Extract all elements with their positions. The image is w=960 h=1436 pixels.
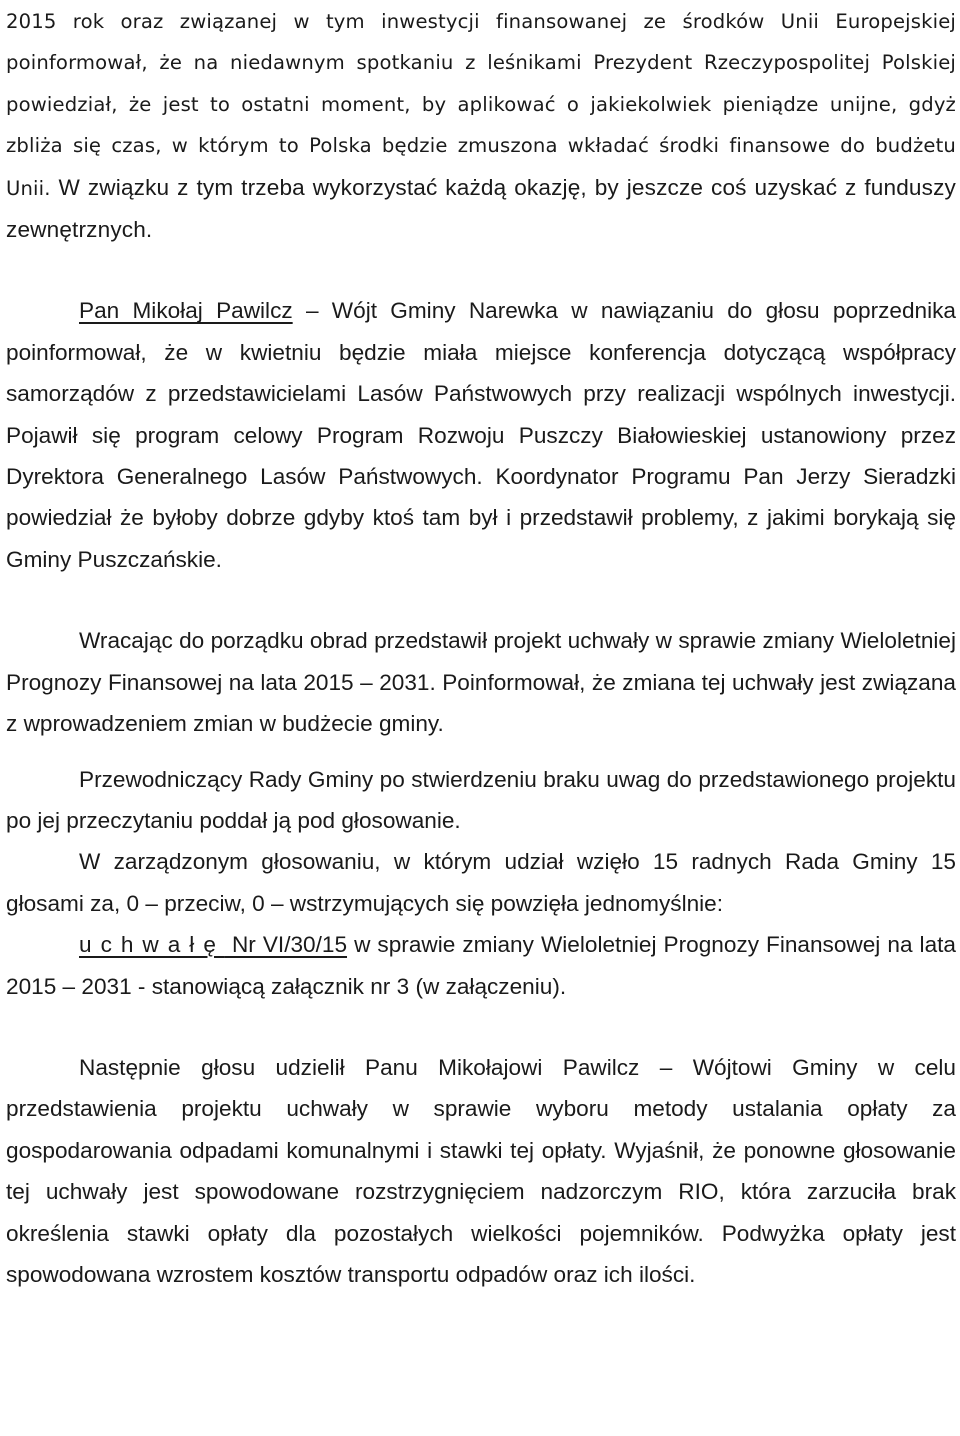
paragraph-eu-funds-conclusion: W związku z tym trzeba wykorzystać każdą okazję, by jeszcze coś uzyskać z funduszy zewnętrznych. bbox=[6, 174, 956, 243]
document-page bbox=[6, 0, 956, 1295]
paragraph-wpf-project: Wracając do porządku obrad przedstawił projekt uchwały w sprawie zmiany Wieloletniej Prognozy Finansowej na lata 2015 – 2031. Poinformował, że zmiana tej uchwały jest związana z wprowadzeniem zmian w budżecie gminy. bbox=[6, 628, 956, 737]
paragraph-wojt-conference-text: – Wójt Gminy Narewka w nawiązaniu do głosu poprzednika poinformował, że w kwietniu będzie miała miejsce konferencja dotyczącą współpracy samorządów z przedstawicielami Lasów Państwowych przy realizacji wspólnych inwestycji. Pojawił się program celowy Program Rozwoju Puszczy Białowieskiej ustanowiony przez Dyrektora Generalnego Lasów Państwowych. Koordynator Programu Pan Jerzy Sieradzki powiedział że byłoby dobrze gdyby ktoś tam był i przedstawił problemy, z jakimi borykają się Gminy Puszczańskie. bbox=[6, 298, 957, 572]
paragraph-chairman-vote-call: Przewodniczący Rady Gminy po stwierdzeniu braku uwag do przedstawionego projektu po jej przeczytaniu poddał ją pod głosowanie. bbox=[6, 766, 956, 833]
speaker-name: Pan Mikołaj Pawilcz bbox=[79, 298, 293, 324]
paragraph-eu-funds bbox=[6, 0, 956, 251]
resolution-number: Nr VI/30/15 bbox=[224, 932, 348, 958]
paragraph-wojt-conference bbox=[6, 290, 956, 580]
paragraph-resolution bbox=[6, 924, 956, 1007]
resolution-word: uchwałę bbox=[79, 932, 225, 958]
paragraph-eu-funds-text: 2015 rok oraz związanej w tym inwestycji finansowanej ze środków Unii Europejskiej poinformował, że na niedawnym spotkaniu z leśnikami Prezydent Rzeczypospolitej Polskiej powiedział, że jest to ostatni moment, by aplikować o jakiekolwiek pieniądze unijne, gdyż zbliża się czas, w którym to Polska będzie zmuszona wkładać środki finansowe do budżetu Unii. bbox=[6, 10, 956, 200]
paragraph-vote-result: W zarządzonym głosowaniu, w którym udział wzięło 15 radnych Rada Gminy 15 głosami za, 0 – przeciw, 0 – wstrzymujących się powzięła jednomyślnie: bbox=[6, 849, 956, 916]
resolution-text: w sprawie zmiany Wieloletniej Prognozy Finansowej na lata 2015 – 2031 - stanowiącą załącznik nr 3 (w załączeniu). bbox=[6, 932, 956, 999]
paragraph-waste-fee: Następnie głosu udzielił Panu Mikołajowi Pawilcz – Wójtowi Gminy w celu przedstawienia projektu uchwały w sprawie wyboru metody ustalania opłaty za gospodarowania odpadami komunalnymi i stawki tej opłaty. Wyjaśnił, że ponowne głosowanie tej uchwały jest spowodowane rozstrzygnięciem nadzorczym RIO, która zarzuciła brak określenia stawki opłaty dla pozostałych wielkości pojemników. Podwyżka opłaty jest spowodowana wzrostem kosztów transportu odpadów oraz ich ilości. bbox=[6, 1054, 956, 1287]
